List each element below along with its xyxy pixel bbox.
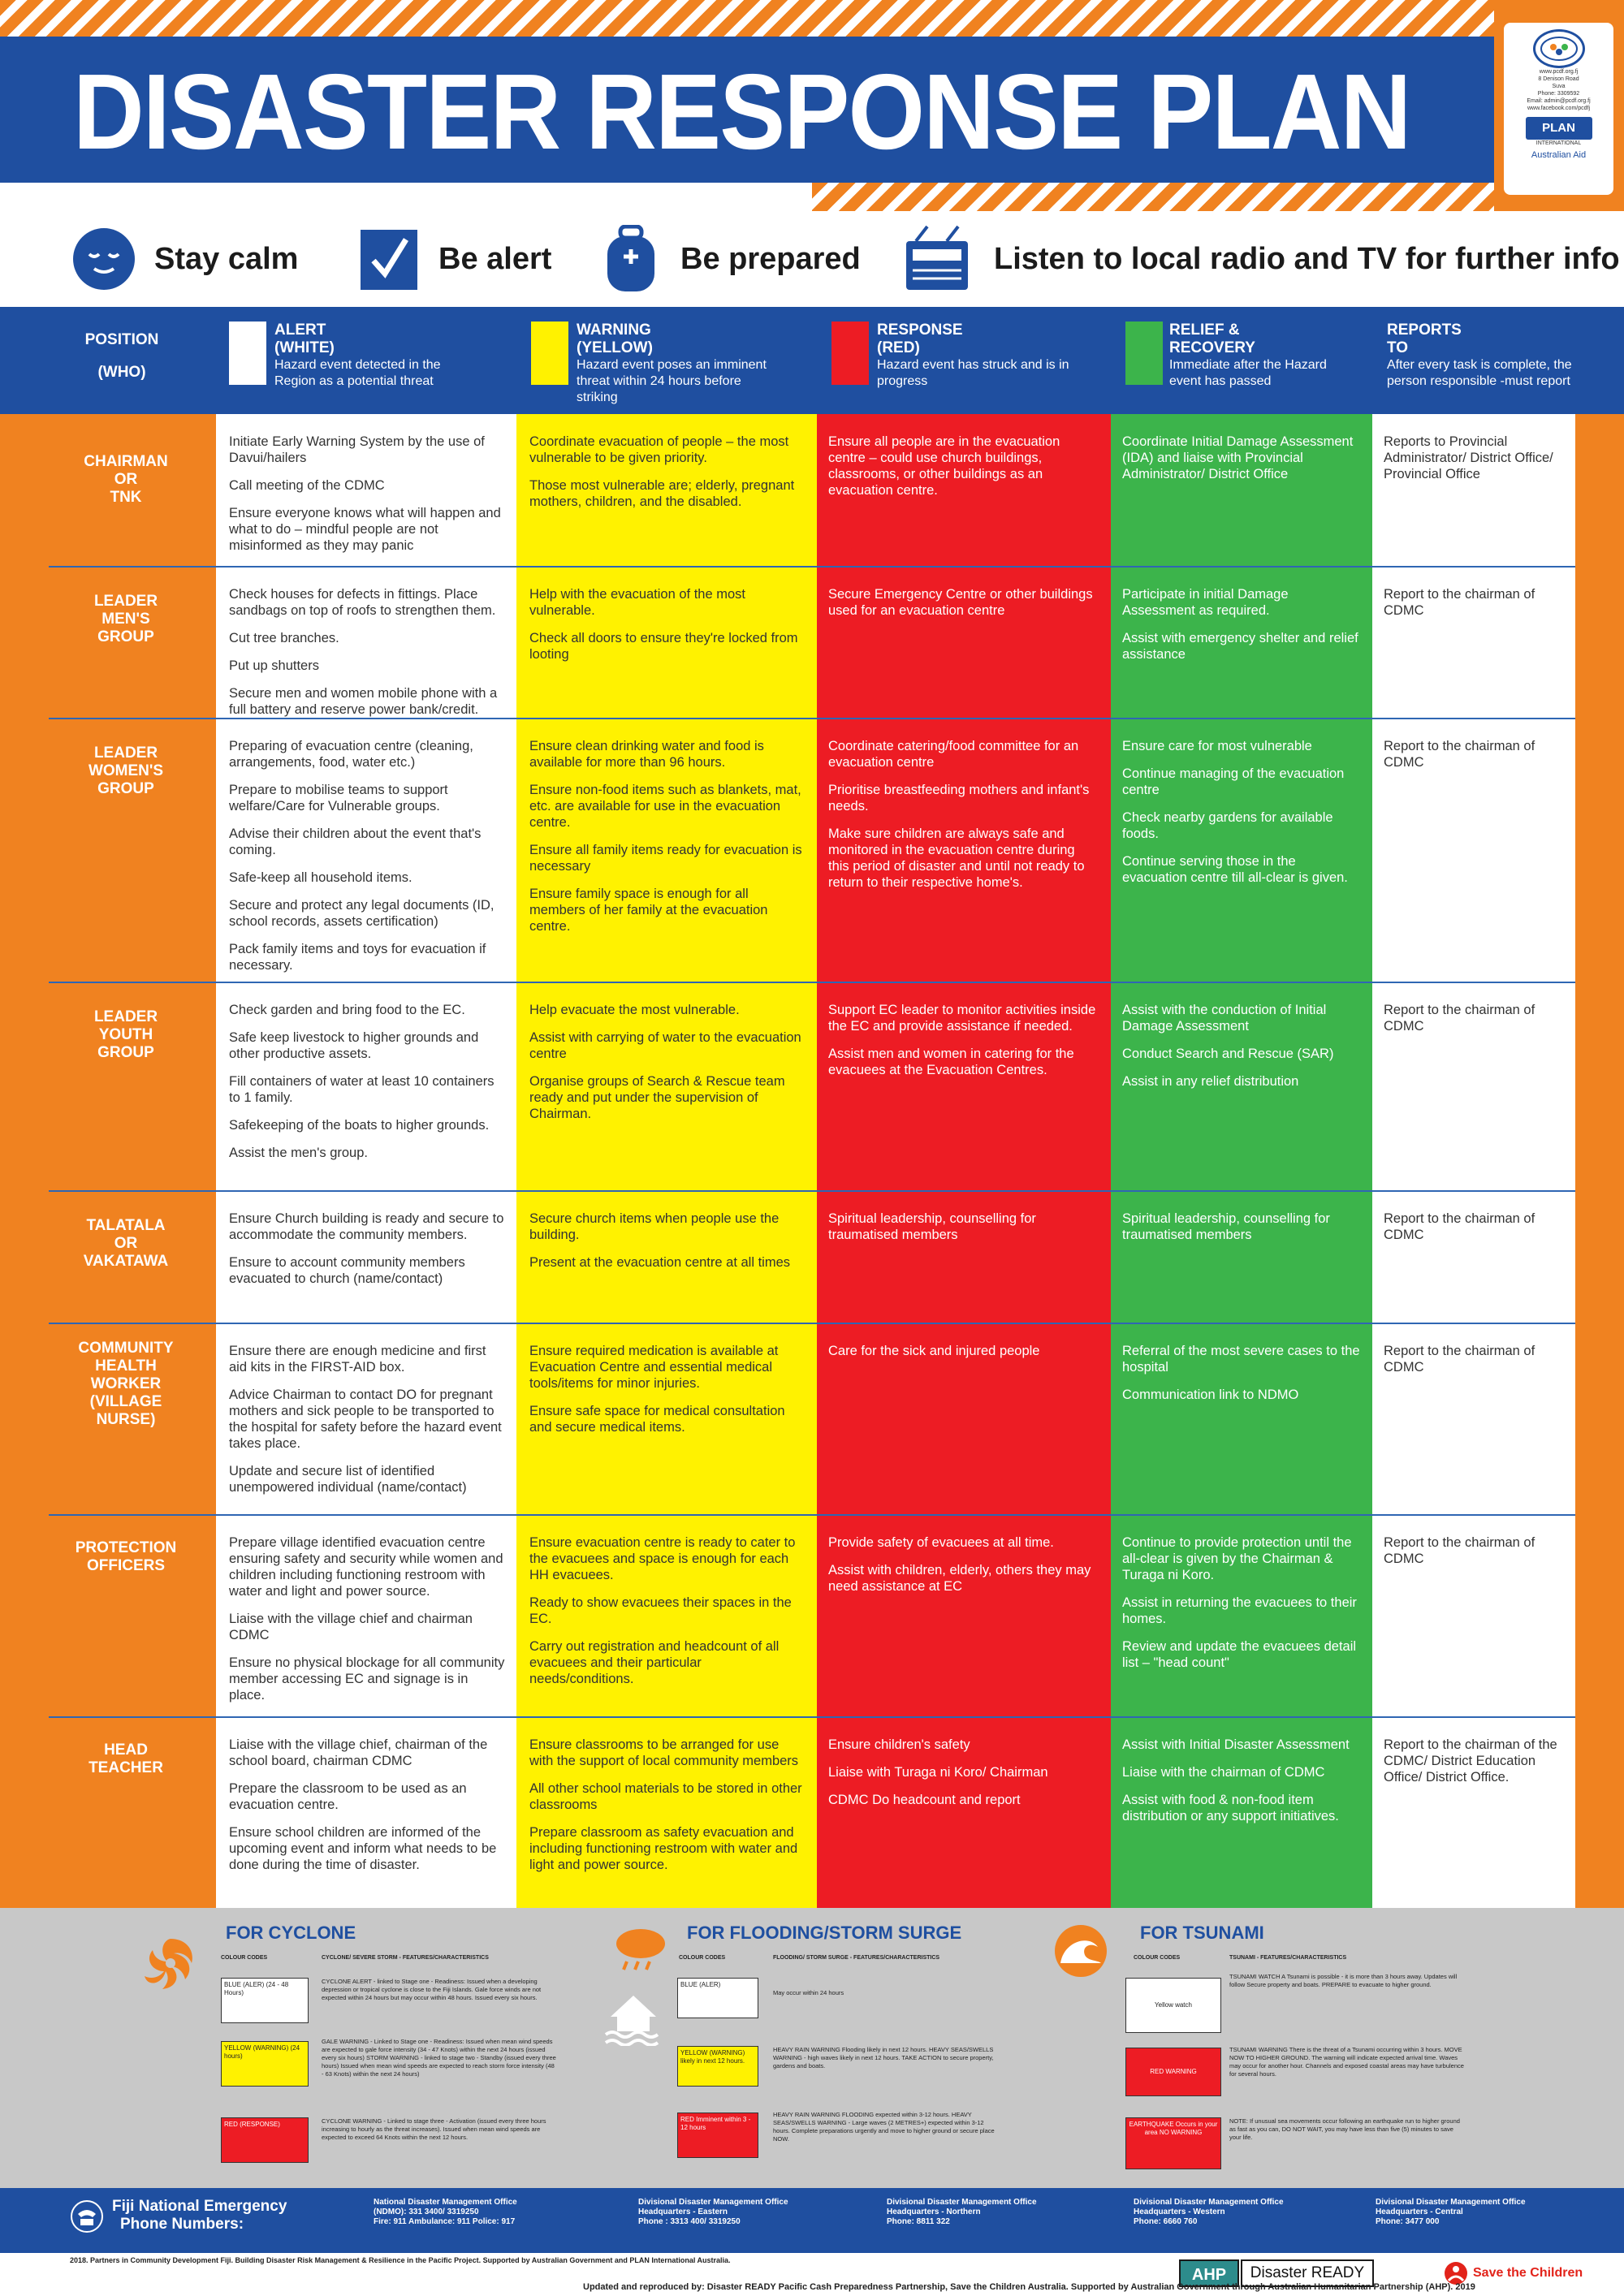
warning-cell [529,1343,806,1447]
tag-label: Listen to local radio and TV for further info [994,241,1620,276]
cell-item: Secure church items when people use the building. [529,1211,780,1242]
reports-cell [1384,434,1570,494]
warning-cell [529,1211,806,1282]
cyclone-red-box: RED (RESPONSE) [221,2117,309,2163]
tagline-bar [0,213,1624,306]
cell-item: Report to the chairman of CDMC [1384,1003,1535,1034]
relief-cell [1122,586,1363,674]
cell-item: Report to the chairman of CDMC [1384,1344,1535,1375]
cyclone-warning-text: GALE WARNING - Linked to Stage one - Readiness: Issued when mean wind speeds are expected to gale force intensity (34 - 47 Knots) within the next 24 hours (issued every six hours) STORM WARNING - linked to stage two - Standby (issued every three hours) Issued when mean wind speeds are expected to reach storm force intensity (48 - 63 Knots) within the next 24 hours) [322,2038,556,2078]
cell-item: Assist with emergency shelter and relief assistance [1122,631,1358,662]
header-under-stripes [812,183,1494,211]
reports-cell [1384,586,1570,630]
cyclone-header: CYCLONE/ SEVERE STORM - FEATURES/CHARACTERISTICS [322,1955,489,1961]
backpack-icon [603,225,659,293]
position-label: COMMUNITY HEALTH WORKER (VILLAGE NURSE) [78,1340,174,1428]
credit-text: 2018. Partners in Community Development Fiji. Building Disaster Risk Management & Resilience in the Pacific Project. Supported by Australian Government and PLAN International Australia. [70,2256,731,2264]
cyclone-icon [138,1931,203,1996]
cell-item: Ensure classrooms to be arranged for use with the support of local community members [529,1737,799,1768]
cell-item: Review and update the evacuees detail list – "head count" [1122,1639,1357,1670]
response-swatch [831,322,869,385]
cell-item: Prioritise breastfeeding mothers and infant's needs. [828,783,1090,814]
cell-item: Put up shutters [229,658,319,673]
position-label: HEAD TEACHER [89,1741,163,1776]
tsunami-title: FOR TSUNAMI [1140,1923,1264,1943]
cell-item: Assist with carrying of water to the evacuation centre [529,1030,801,1061]
cell-item: Ensure required medication is available at Evacuation Centre and essential medical tools/items for minor injuries. [529,1344,779,1391]
cell-item: Support EC leader to monitor activities inside the EC and provide assistance if needed. [828,1003,1096,1034]
cell-item: Organise groups of Search & Rescue team ready and put under the supervision of Chairman. [529,1074,785,1121]
cell-item: Help evacuate the most vulnerable. [529,1003,740,1017]
cell-item: Update and secure list of identified unempowered individual (name/contact) [229,1464,467,1495]
plan-sub: INTERNATIONAL [1535,140,1582,146]
response-cell [828,586,1098,630]
cell-item: Continue managing of the evacuation centre [1122,766,1345,797]
alert-cell [229,1343,505,1507]
alert-cell [229,434,505,565]
warning-cell [529,586,806,674]
cyclone-response-text: CYCLONE WARNING - Linked to stage three - Activation (issued every three hours increasing to hourly as the threat increases). Issued when mean wind speeds are expected to exceed 64 Knots within the next 12 hours. [322,2117,546,2141]
cell-item: Report to the chairman of CDMC [1384,1211,1535,1242]
cell-item: Ensure Church building is ready and secure to accommodate the community members. [229,1211,504,1242]
org-line: www.facebook.com/pcdfj [1527,106,1591,111]
flooding-alert-text: May occur within 24 hours [773,1989,844,1996]
relief-cell [1122,1534,1363,1682]
office-western: Divisional Disaster Management Office Headquarters - Western Phone: 6660 760 [1134,2198,1284,2226]
position-label: LEADER MEN'S GROUP [93,593,158,645]
cell-item: Prepare to mobilise teams to support welfare/Care for Vulnerable groups. [229,783,448,814]
reports-cell [1384,1211,1570,1254]
cell-item: Assist with children, elderly, others they may need assistance at EC [828,1563,1091,1594]
checkmark-icon [359,227,419,291]
tsunami-header: TSUNAMI - FEATURES/CHARACTERISTICS [1229,1955,1347,1961]
cell-item: Pack family items and toys for evacuation if necessary. [229,942,486,973]
cell-item: Ensure care for most vulnerable [1122,739,1312,753]
cell-item: Safe keep livestock to higher grounds and other productive assets. [229,1030,479,1061]
row-divider [49,566,1575,568]
cell-item: Assist in any relief distribution [1122,1074,1299,1089]
tag-label: Be prepared [680,241,861,276]
cell-item: Ensure everyone knows what will happen and what to do – mindful people are not misinformed as they may panic [229,506,501,553]
flooding-title: FOR FLOODING/STORM SURGE [687,1923,962,1943]
alert-cell [229,1211,505,1298]
cell-item: Check all doors to ensure they're locked from looting [529,631,798,662]
cell-item: Check nearby gardens for available foods. [1122,810,1333,841]
cell-item: Assist with food & non-food item distribution or any support initiatives. [1122,1793,1339,1823]
cell-item: Check houses for defects in fittings. Place sandbags on top of roofs to strengthen them. [229,587,496,618]
tsunami-red-box: RED WARNING [1125,2048,1221,2096]
position-label: TALATALA OR VAKATAWA [83,1217,169,1270]
cell-item: Participate in initial Damage Assessment as required. [1122,587,1289,618]
cell-item: Ensure evacuation centre is ready to cater to the evacuees and space is enough for each HH evacuees. [529,1535,796,1582]
warning-header: WARNING (YELLOW) Hazard event poses an imminent threat within 24 hours before striking [577,322,767,404]
cell-item: Liaise with the village chief, chairman of the school board, chairman CDMC [229,1737,488,1768]
cell-item: Coordinate catering/food committee for an evacuation centre [828,739,1079,770]
reports-column [1372,414,1575,1908]
position-label: LEADER WOMEN'S GROUP [88,744,164,797]
cell-item: Assist in returning the evacuees to their homes. [1122,1595,1357,1626]
row-divider [49,982,1575,983]
table-header [0,307,1624,414]
flooding-red-box: RED Imminent within 3 - 12 hours [677,2113,758,2158]
warning-swatch [531,322,568,385]
tag-label: Stay calm [154,241,299,276]
cell-item: Prepare village identified evacuation centre ensuring safety and security while women and children including functioning restroom with water and light and power source. [229,1535,503,1599]
plan-logo: PLAN [1526,117,1592,140]
reports-cell [1384,1002,1570,1046]
cell-item: Report to the chairman of CDMC [1384,587,1535,618]
org-line: Phone: 3309592 [1537,91,1580,97]
alert-swatch [229,322,266,385]
rain-cloud-icon [612,1926,669,1971]
office-central: Divisional Disaster Management Office Headquarters - Central Phone: 3477 000 [1376,2198,1526,2226]
cell-item: Secure and protect any legal documents (ID, school records, assets certification) [229,898,495,929]
flooding-response-text: HEAVY RAIN WARNING FLOODING expected within 3-12 hours. HEAVY SEAS/SWELLS WARNING - Large waves (2 METRES+) expected within 3-12 hours. Complete preparations urgently and move to higher ground or secure place NOW. [773,2111,995,2143]
tag-label: Be alert [438,241,552,276]
cell-item: CDMC Do headcount and report [828,1793,1021,1807]
cell-item: Liaise with Turaga ni Koro/ Chairman [828,1765,1048,1780]
cyclone-colour-codes: COLOUR CODES [221,1955,268,1961]
cell-item: Secure men and women mobile phone with a full battery and reserve power bank/credit. [229,686,498,717]
response-cell [828,738,1098,902]
position-label: LEADER YOUTH GROUP [93,1008,158,1061]
office-ndmo: National Disaster Management Office (NDMO): 331 3400/ 3319250 Fire: 911 Ambulance: 911 Police: 917 [374,2198,517,2226]
tsunami-earthquake-box: EARTHQUAKE Occurs in your area NO WARNING [1125,2117,1221,2169]
cell-item: Provide safety of evacuees at all time. [828,1535,1054,1550]
flooding-blue-box: BLUE (ALER) [677,1978,758,2018]
warning-cell [529,434,806,521]
row-divider [49,718,1575,719]
cell-item: Secure Emergency Centre or other buildings used for an evacuation centre [828,587,1093,618]
response-header: RESPONSE (RED) Hazard event has struck and is in progress [877,322,1069,388]
response-cell [828,1343,1098,1370]
office-eastern: Divisional Disaster Management Office Headquarters - Eastern Phone : 3313 400/ 3319250 [638,2198,788,2226]
cell-item: Spiritual leadership, counselling for traumatised members [828,1211,1036,1242]
cell-item: Ensure clean drinking water and food is available for more than 96 hours. [529,739,764,770]
cell-item: Assist men and women in catering for the evacuees at the Evacuation Centres. [828,1047,1074,1077]
cell-item: Assist the men's group. [229,1146,368,1160]
org-line: 8 Denison Road [1538,76,1579,82]
wave-icon [1052,1923,1109,1979]
row-divider [49,1323,1575,1324]
cell-item: Ensure there are enough medicine and first aid kits in the FIRST-AID box. [229,1344,486,1375]
calm-face-icon [71,227,136,291]
org-contact [1509,68,1609,112]
cell-item: Initiate Early Warning System by the use of Davui/hailers [229,434,485,465]
reports-cell [1384,1534,1570,1578]
ahp-logo: AHP [1179,2259,1239,2287]
cell-item: Advise their children about the event that's coming. [229,826,482,857]
cell-item: Report to the chairman of CDMC [1384,739,1535,770]
cell-item: Reports to Provincial Administrator/ District Office/ Provincial Office [1384,434,1553,481]
cell-item: Continue to provide protection until the all-clear is given by the Chairman & Turaga ni Koro. [1122,1535,1352,1582]
page-title: DISASTER RESPONSE PLAN [73,52,1410,171]
position-label: CHAIRMAN OR TNK [84,453,168,506]
org-line: Email: admin@pcdf.org.fj [1527,98,1591,104]
response-cell [828,434,1098,510]
flooding-yellow-box: YELLOW (WARNING) likely in next 12 hours. [677,2046,758,2087]
footer-bar [0,2188,1624,2253]
tsunami-warning-text: TSUNAMI WARNING There is the threat of a Tsunami occurring within 3 hours. MOVE NOW TO HIGHER GROUND. The warning will indicate expected arrival time. Waves may occur for another hour. Channels and exposed coastal areas may have turbulence for several hours. [1229,2046,1464,2078]
cyclone-blue-box: BLUE (ALER) (24 - 48 Hours) [221,1978,309,2023]
cell-item: Safe-keep all household items. [229,870,412,885]
hazard-section [0,1908,1624,2188]
cell-item: Make sure children are always safe and monitored in the evacuation centre during this period of disaster and until not ready to return to their respective home's. [828,826,1085,890]
tsunami-earthquake-text: NOTE: If unusual sea movements occur following an earthquake run to higher ground as fast as you can, DO NOT WAIT, you may have less than five (5) minutes to save your life. [1229,2117,1460,2141]
alert-cell [229,586,505,729]
reports-header: REPORTS TO After every task is complete, the person responsible -must report [1387,322,1572,388]
cell-item: Assist with the conduction of Initial Damage Assessment [1122,1003,1327,1034]
warning-cell [529,1002,806,1133]
relief-header: RELIEF & RECOVERY Immediate after the Hazard event has passed [1169,322,1327,388]
footer-bottom [0,2253,1624,2296]
radio-icon [903,225,971,293]
cell-item: Advice Chairman to contact DO for pregnant mothers and sick people to be transported to the hospital for safety before the hazard event takes place. [229,1388,502,1451]
tag-listen-radio [903,226,1620,292]
cell-item: Ready to show evacuees their spaces in the EC. [529,1595,792,1626]
warning-cell [529,1534,806,1698]
right-border [1575,414,1624,1908]
relief-cell [1122,1737,1363,1836]
response-cell [828,1211,1098,1254]
row-divider [49,1190,1575,1192]
reports-cell [1384,1737,1570,1797]
cell-item: Prepare the classroom to be used as an evacuation centre. [229,1781,467,1812]
relief-cell [1122,738,1363,897]
flooding-colour-codes: COLOUR CODES [679,1955,726,1961]
alert-cell [229,738,505,985]
position-header: POSITION (WHO) [84,331,159,381]
cell-item: Ensure safe space for medical consultation and secure medical items. [529,1404,785,1435]
logo-panel [1504,23,1613,195]
australian-aid-logo: Australian Aid [1531,150,1587,160]
cell-item: Preparing of evacuation centre (cleaning, arrangements, food, water etc.) [229,739,473,770]
cell-item: Call meeting of the CDMC [229,478,385,493]
cell-item: Help with the evacuation of the most vulnerable. [529,587,745,618]
row-divider [49,1514,1575,1516]
cell-item: Ensure school children are informed of the upcoming event and inform what needs to be done during the time of disaster. [229,1825,497,1872]
cell-item: Coordinate evacuation of people – the most vulnerable to be given priority. [529,434,789,465]
cell-item: Care for the sick and injured people [828,1344,1040,1358]
cell-item: Safekeeping of the boats to higher grounds. [229,1118,490,1133]
cell-item: Ensure all people are in the evacuation centre – could use church buildings, classrooms, or other buildings as an evacuation centre. [828,434,1060,498]
disaster-ready-logo: Disaster READY [1241,2259,1374,2287]
cell-item: Ensure non-food items such as blankets, mat, etc. are available for use in the evacuation centre. [529,783,801,830]
warning-cell [529,738,806,946]
save-children-logo: Save the Children [1444,2261,1583,2285]
office-northern: Divisional Disaster Management Office Headquarters - Northern Phone: 8811 322 [887,2198,1037,2226]
cell-item: Present at the evacuation centre at all times [529,1255,791,1270]
updated-text: Updated and reproduced by: Disaster READY Pacific Cash Preparedness Partnership, Save the Children Australia. Supported by Australian Government through Australian Humanitarian Partnership (AHP). 2019 [583,2282,1475,2292]
cell-item: Ensure to account community members evacuated to church (name/contact) [229,1255,465,1286]
warning-cell [529,1737,806,1884]
alert-header: ALERT (WHITE) Hazard event detected in the Region as a potential threat [274,322,441,388]
cyclone-title: FOR CYCLONE [226,1923,356,1943]
cell-item: Those most vulnerable are; elderly, pregnant mothers, children, and the disabled. [529,478,795,509]
cell-item: Coordinate Initial Damage Assessment (IDA) and liaise with Provincial Administrator/ District Office [1122,434,1354,481]
reports-cell [1384,738,1570,782]
cell-item: Cut tree branches. [229,631,339,645]
alert-cell [229,1002,505,1172]
org-line: www.pcdf.org.fj [1539,69,1579,75]
cell-item: Assist with Initial Disaster Assessment [1122,1737,1350,1752]
cell-item: Check garden and bring food to the EC. [229,1003,465,1017]
tsunami-watch-text: TSUNAMI WATCH A Tsunami is possible - it is more than 3 hours away. Updates will follow Secure property and boats. PREPARE to evacuate to higher ground. [1229,1973,1458,1988]
relief-cell [1122,434,1363,494]
cell-item: All other school materials to be stored in other classrooms [529,1781,802,1812]
response-column [817,414,1111,1908]
tsunami-colour-codes: COLOUR CODES [1134,1955,1181,1961]
cell-item: Prepare classroom as safety evacuation and including functioning restroom with water and light and power source. [529,1825,798,1872]
relief-swatch [1125,322,1163,385]
org-line: Suva [1552,84,1566,89]
cell-item: Report to the chairman of the CDMC/ District Education Office/ District Office. [1384,1737,1557,1785]
cell-item: Conduct Search and Rescue (SAR) [1122,1047,1334,1061]
emergency-title: Fiji National Emergency Phone Numbers: [112,2198,287,2233]
alert-cell [229,1737,505,1884]
response-cell [828,1002,1098,1090]
cell-item: Continue serving those in the evacuation centre till all-clear is given. [1122,854,1348,885]
cyclone-alert-text: CYCLONE ALERT - linked to Stage one - Readiness: Issued when a developing depression or tropical cyclone is close to the Fiji Islands. Gale force winds are not expected within 24 hours but may occur within 48 hours. Issued every six hours. [322,1978,542,2001]
cell-item: Referral of the most severe cases to the hospital [1122,1344,1360,1375]
cell-item: Carry out registration and headcount of all evacuees and their particular needs/conditions. [529,1639,780,1686]
alert-cell [229,1534,505,1715]
relief-cell [1122,1002,1363,1101]
relief-cell [1122,1211,1363,1254]
cell-item: Liaise with the village chief and chairman CDMC [229,1612,473,1642]
cell-item: Ensure no physical blockage for all community member accessing EC and signage is in place. [229,1655,505,1703]
pcdf-logo-icon [1533,29,1585,68]
cell-item: Communication link to NDMO [1122,1388,1299,1402]
response-cell [828,1737,1098,1819]
flooding-warning-text: HEAVY RAIN WARNING Flooding likely in next 12 hours. HEAVY SEAS/SWELLS WARNING - high waves likely in next 12 hours. TAKE ACTION to secure property, gardens and boats. [773,2046,994,2069]
reports-cell [1384,1343,1570,1387]
cyclone-yellow-box: YELLOW (WARNING) (24 hours) [221,2041,309,2087]
cell-item: Ensure children's safety [828,1737,970,1752]
cell-item: Liaise with the chairman of CDMC [1122,1765,1325,1780]
tag-be-prepared [603,226,861,292]
response-cell [828,1534,1098,1606]
position-label: PROTECTION OFFICERS [75,1539,177,1574]
phone-icon [70,2199,104,2233]
flooding-header: FLOODING/ STORM SURGE - FEATURES/CHARACTERISTICS [773,1955,940,1961]
cell-item: Spiritual leadership, counselling for traumatised members [1122,1211,1330,1242]
cell-item: Report to the chairman of CDMC [1384,1535,1535,1566]
cell-item: Fill containers of water at least 10 containers to 1 family. [229,1074,495,1105]
tag-be-alert [359,226,551,292]
relief-cell [1122,1343,1363,1414]
row-divider [49,1716,1575,1718]
cell-item: Ensure family space is enough for all members of her family at the evacuation centre. [529,887,768,934]
tag-stay-calm [71,226,298,292]
tsunami-yellow-watch-box: Yellow watch [1125,1978,1221,2033]
flooded-house-icon [603,1989,664,2046]
cell-item: Ensure all family items ready for evacuation is necessary [529,843,802,874]
